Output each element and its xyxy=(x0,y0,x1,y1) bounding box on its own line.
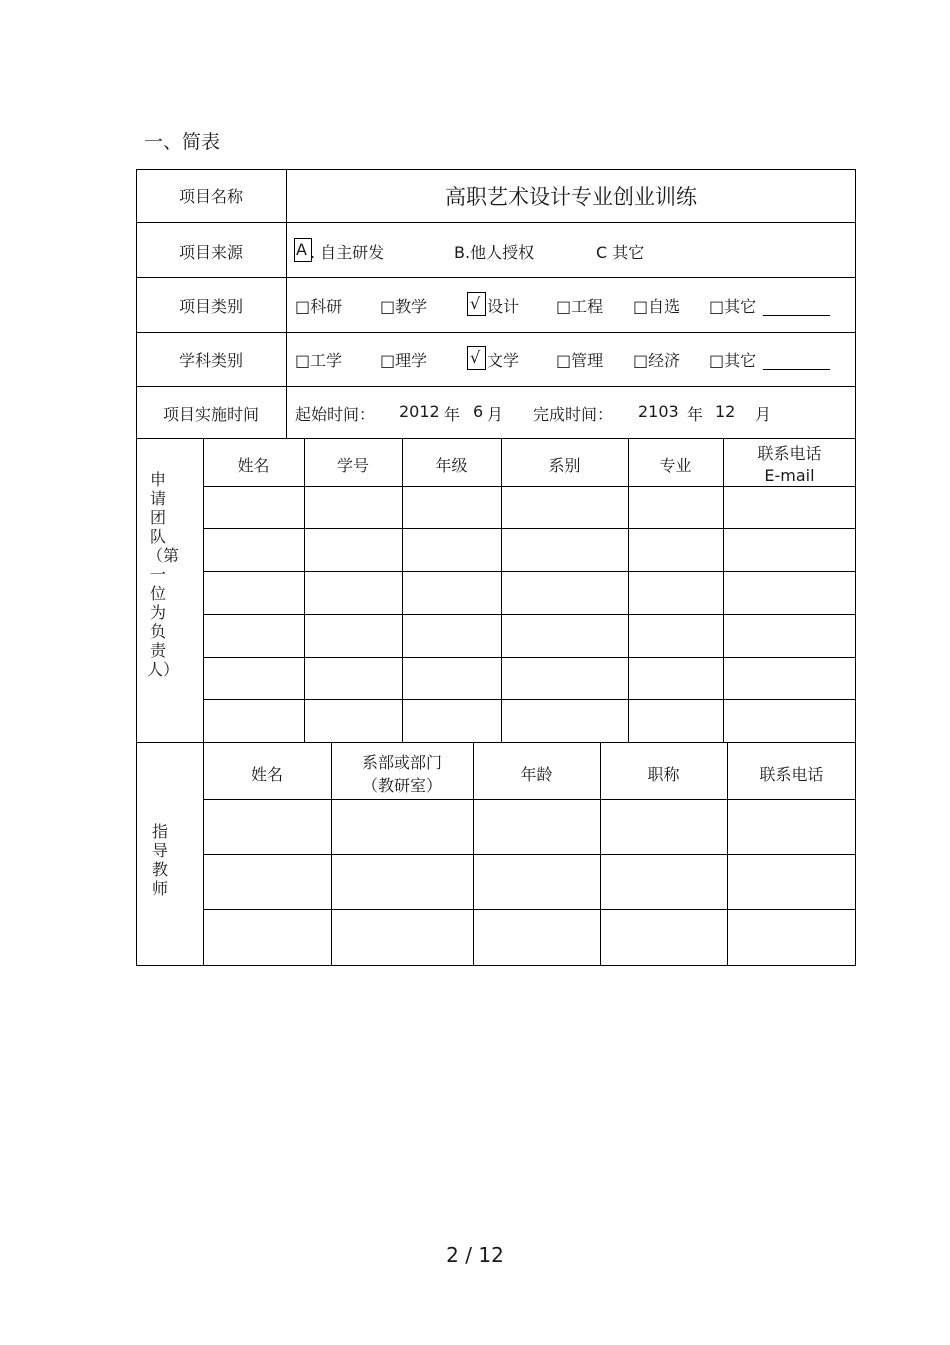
team-row-divider xyxy=(203,486,856,487)
row-divider xyxy=(136,438,856,439)
team-header-student-id: 学号 xyxy=(336,456,369,475)
team-col-divider xyxy=(628,438,629,742)
advisor-header-age: 年龄 xyxy=(520,765,553,784)
category-option-teaching[interactable]: □教学 xyxy=(380,297,428,316)
end-time-label: 完成时间： xyxy=(533,405,614,424)
team-row-divider xyxy=(203,528,856,529)
page-number: 2 / 12 xyxy=(446,1243,504,1267)
advisor-header-department: 系部或部门 xyxy=(361,753,442,772)
form-table xyxy=(136,169,856,966)
other-blank-line[interactable] xyxy=(763,369,830,370)
advisor-row-divider xyxy=(203,909,856,910)
project-source-label: 项目来源 xyxy=(178,243,243,262)
row-divider xyxy=(136,386,856,387)
advisor-header-phone: 联系电话 xyxy=(759,765,824,784)
team-header-name: 姓名 xyxy=(237,456,270,475)
end-month[interactable]: 12 xyxy=(715,402,736,421)
advisor-header-title: 职称 xyxy=(647,765,680,784)
row-divider xyxy=(136,332,856,333)
end-month-unit: 月 xyxy=(755,405,772,424)
check-mark-icon[interactable]: √ xyxy=(470,348,481,367)
advisor-header-name: 姓名 xyxy=(250,765,283,784)
source-option-c[interactable]: C 其它 xyxy=(596,243,645,262)
advisor-row-divider xyxy=(203,799,856,800)
section-heading: 一、简表 xyxy=(144,131,221,153)
end-year[interactable]: 2103 xyxy=(638,402,679,421)
discipline-option-other[interactable]: □其它 xyxy=(709,351,757,370)
team-col-divider xyxy=(304,438,305,742)
team-header-department: 系别 xyxy=(548,456,581,475)
team-row-divider xyxy=(203,571,856,572)
team-header-grade: 年级 xyxy=(435,456,468,475)
discipline-option-science[interactable]: □理学 xyxy=(380,351,428,370)
discipline-category-label: 学科类别 xyxy=(178,351,243,370)
discipline-option-engineering[interactable]: □工学 xyxy=(295,351,343,370)
source-option-a-letter[interactable]: A xyxy=(296,240,307,259)
end-year-unit: 年 xyxy=(687,405,704,424)
discipline-option-literature[interactable]: 文学 xyxy=(487,351,520,370)
source-option-a[interactable]: . 自主研发 xyxy=(310,243,385,262)
team-row-divider xyxy=(203,614,856,615)
advisor-header-teaching-office: （教研室） xyxy=(361,776,442,795)
project-category-label: 项目类别 xyxy=(178,297,243,316)
category-option-selfselected[interactable]: □自选 xyxy=(633,297,681,316)
start-month-unit: 月 xyxy=(487,405,504,424)
check-mark-icon[interactable]: √ xyxy=(470,294,481,313)
section-divider xyxy=(136,742,856,743)
team-header-email: E-mail xyxy=(764,466,815,485)
category-option-engineering[interactable]: □工程 xyxy=(556,297,604,316)
advisor-row-divider xyxy=(203,854,856,855)
team-row-divider xyxy=(203,699,856,700)
advisor-side-label: 指导教师 xyxy=(151,822,168,898)
category-option-other[interactable]: □其它 xyxy=(709,297,757,316)
start-year[interactable]: 2012 xyxy=(399,402,440,421)
start-year-unit: 年 xyxy=(444,405,461,424)
team-col-divider xyxy=(501,438,502,742)
team-header-phone: 联系电话 xyxy=(757,444,822,463)
category-option-design[interactable]: 设计 xyxy=(487,297,520,316)
discipline-option-economics[interactable]: □经济 xyxy=(633,351,681,370)
row-divider xyxy=(136,277,856,278)
project-name-label: 项目名称 xyxy=(178,187,243,206)
schedule-label: 项目实施时间 xyxy=(162,405,259,424)
project-name-value: 高职艺术设计专业创业训练 xyxy=(445,185,697,209)
start-time-label: 起始时间： xyxy=(295,405,376,424)
team-header-major: 专业 xyxy=(659,456,692,475)
discipline-option-management[interactable]: □管理 xyxy=(556,351,604,370)
team-col-divider xyxy=(402,438,403,742)
team-row-divider xyxy=(203,657,856,658)
other-blank-line[interactable] xyxy=(763,315,830,316)
source-option-b[interactable]: B.他人授权 xyxy=(454,243,535,262)
team-side-divider xyxy=(203,438,204,742)
row-divider xyxy=(136,222,856,223)
team-side-label: 申请团队（第一位为负责人） xyxy=(147,470,180,679)
start-month[interactable]: 6 xyxy=(473,402,484,421)
category-option-research[interactable]: □科研 xyxy=(295,297,343,316)
